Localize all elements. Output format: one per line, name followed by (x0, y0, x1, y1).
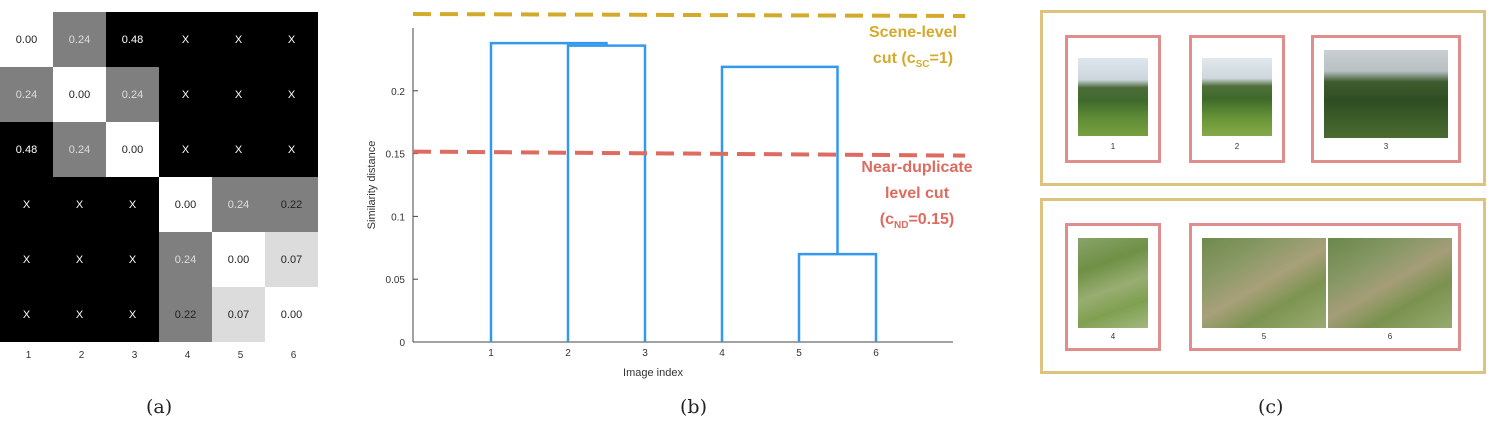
dendro-link-4-56 (722, 67, 838, 342)
matrix-cell: X (265, 12, 318, 67)
matrix-cell: X (212, 122, 265, 177)
matrix-x-tick: 1 (25, 350, 32, 361)
nd-cut-label-sub: ND (893, 220, 909, 232)
matrix-cell: X (53, 287, 106, 342)
image-frame-5-6 (1189, 223, 1461, 351)
matrix-cell: X (53, 177, 106, 232)
matrix-cell: 0.24 (53, 12, 106, 67)
scene-cut-label-suffix: =1) (929, 50, 954, 67)
image-label-1: 1 (1110, 142, 1116, 151)
matrix-cell: 0.00 (0, 12, 53, 67)
nd-cut-label-suffix: =0.15) (908, 211, 955, 228)
dendro-link-1-23 (491, 43, 607, 342)
matrix-cell: X (159, 122, 212, 177)
matrix-x-tick: 3 (131, 350, 138, 361)
matrix-cell: 0.07 (212, 287, 265, 342)
matrix-x-tick: 5 (237, 350, 244, 361)
landscape-thumb-6 (1328, 238, 1452, 328)
matrix-cell: X (265, 122, 318, 177)
matrix-cell: 0.48 (106, 12, 159, 67)
matrix-cell: X (0, 287, 53, 342)
matrix-cell: 0.22 (265, 177, 318, 232)
nd-cut-label-line2: level cut (884, 185, 950, 202)
distance-matrix (0, 12, 318, 342)
y-tick-label: 0.15 (385, 149, 405, 161)
matrix-cell: X (106, 177, 159, 232)
matrix-cell: X (159, 67, 212, 122)
scene-cut-label-prefix: cut (c (872, 50, 916, 67)
landscape-thumb-1 (1078, 58, 1148, 136)
image-frame-1 (1065, 35, 1161, 163)
image-label-5: 5 (1261, 332, 1267, 341)
matrix-cell: X (53, 232, 106, 287)
image-label-3: 3 (1383, 142, 1389, 151)
scene-cut-label (848, 20, 978, 78)
matrix-cell: 0.24 (106, 67, 159, 122)
matrix-cell: 0.48 (0, 122, 53, 177)
scene-group-2 (1040, 198, 1486, 374)
x-tick-label: 6 (873, 348, 879, 359)
matrix-x-tick: 6 (290, 350, 297, 361)
matrix-x-tick: 4 (184, 350, 191, 361)
matrix-cell: 0.00 (159, 177, 212, 232)
dendro-link-5-6 (799, 254, 876, 342)
nd-cut-label (842, 155, 992, 239)
y-tick-label: 0.2 (391, 86, 405, 98)
image-label-2: 2 (1234, 142, 1240, 151)
y-tick-label: 0.05 (385, 275, 405, 287)
matrix-cell: X (212, 67, 265, 122)
dendro-link-2-3 (568, 46, 645, 342)
matrix-cell: X (265, 67, 318, 122)
matrix-cell: 0.22 (159, 287, 212, 342)
matrix-cell: 0.00 (265, 287, 318, 342)
image-frame-4 (1065, 223, 1161, 351)
matrix-cell: 0.24 (159, 232, 212, 287)
matrix-cell: X (106, 287, 159, 342)
landscape-thumb-5 (1202, 238, 1326, 328)
caption-c: (c) (1258, 396, 1284, 418)
matrix-x-tick: 2 (78, 350, 85, 361)
y-axis-label: Similarity distance (366, 140, 378, 230)
matrix-cell: 0.24 (53, 122, 106, 177)
nd-cut-label-prefix: (c (879, 211, 894, 228)
matrix-cell: X (106, 232, 159, 287)
matrix-cell: 0.24 (0, 67, 53, 122)
x-tick-label: 5 (796, 348, 802, 359)
matrix-cell: X (159, 12, 212, 67)
image-frame-3 (1311, 35, 1461, 163)
scene-cut-line (413, 14, 965, 16)
landscape-thumb-2 (1202, 58, 1272, 136)
scene-cut-label-line1: Scene-level (868, 24, 958, 41)
matrix-cell: 0.24 (212, 177, 265, 232)
matrix-cell: 0.00 (106, 122, 159, 177)
matrix-cell: X (0, 232, 53, 287)
y-tick-label: 0.1 (391, 212, 405, 224)
landscape-thumb-4 (1078, 238, 1148, 328)
x-tick-label: 2 (565, 348, 571, 359)
x-tick-label: 1 (488, 348, 494, 359)
matrix-cell: X (0, 177, 53, 232)
caption-b: (b) (680, 396, 707, 418)
scene-cut-label-sub: SC (915, 59, 930, 71)
scene-group-1 (1040, 10, 1486, 186)
image-frame-2 (1189, 35, 1285, 163)
matrix-cell: X (212, 12, 265, 67)
x-tick-label: 4 (719, 348, 725, 359)
x-axis-label: Image index (623, 367, 683, 379)
image-label-6: 6 (1387, 332, 1393, 341)
matrix-cell: 0.00 (53, 67, 106, 122)
nd-cut-label-line1: Near-duplicate (861, 159, 973, 176)
matrix-cell: 0.07 (265, 232, 318, 287)
x-tick-label: 3 (642, 348, 648, 359)
matrix-cell: 0.00 (212, 232, 265, 287)
y-tick-label: 0 (399, 338, 405, 349)
landscape-thumb-3 (1324, 50, 1448, 138)
image-label-4: 4 (1110, 332, 1116, 341)
caption-a: (a) (146, 396, 173, 418)
